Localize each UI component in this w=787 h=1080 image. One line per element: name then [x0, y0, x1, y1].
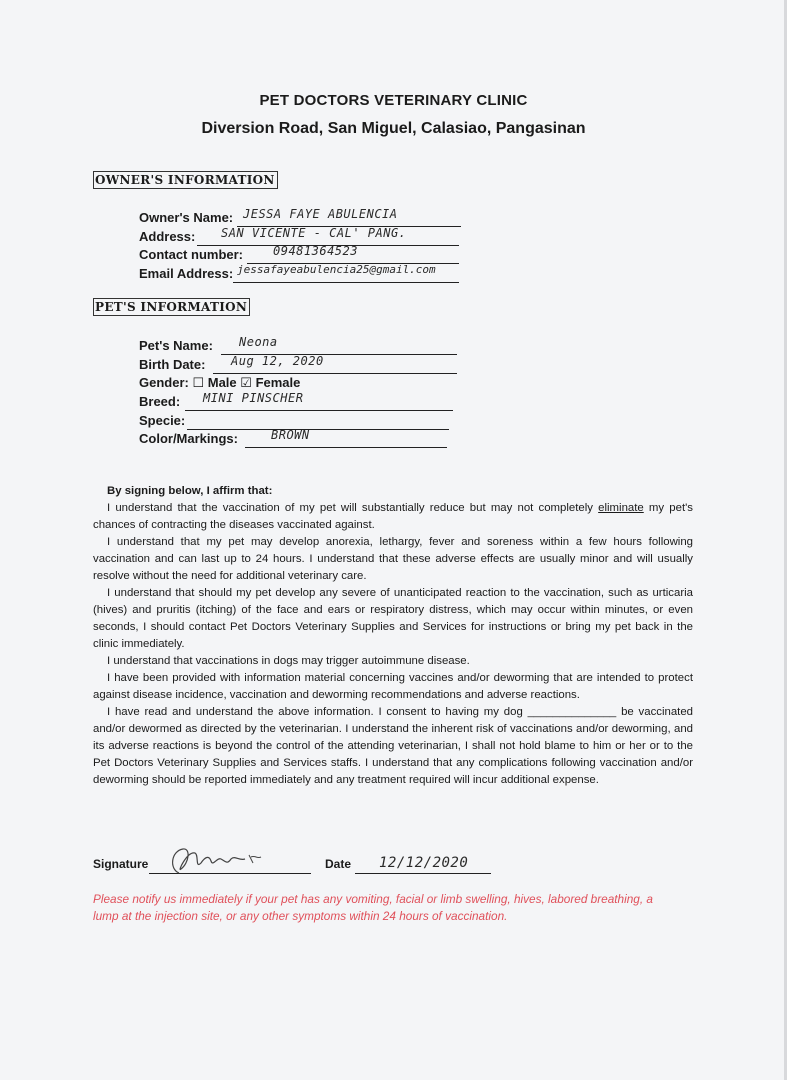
owner-section-heading: OWNER'S INFORMATION — [93, 171, 278, 189]
paragraph-1-start: I understand that the vaccination of my pet will substantially reduce but may not completely — [107, 502, 599, 514]
birth-date-label: Birth Date: — [139, 357, 206, 372]
affirmation-paragraph-5: I have been provided with information material concerning vaccines and/or deworming that are intended to protect against disease incidence, vaccination and deworming recommendations and adverse reactions. — [93, 672, 693, 701]
symptoms-notice: Please notify us immediately if your pet has any vomiting, facial or limb swelling, hives, labored breathing, a lump at the injection site, or any other symptoms within 24 hours of vaccination. — [93, 892, 653, 923]
breed-line — [185, 410, 453, 411]
owner-address-field[interactable] — [139, 226, 407, 244]
specie-label: Specie: — [139, 413, 186, 428]
specie-line — [187, 429, 449, 430]
owner-contact-value: 09481364523 — [273, 244, 358, 258]
affirmation-paragraph-3: I understand that should my pet develop any severe of unanticipated reaction to the vaccination, such as urticaria (hives) and pruritis (itching) of the face and ears or respiratory distress, which may occur within minutes, or even seconds, I should contact Pet Doctors Veterinary Supplies and Services for instructions or bring my pet back in the clinic immediately. — [93, 587, 693, 650]
date-line[interactable] — [355, 873, 491, 874]
owner-name-field[interactable] — [139, 207, 398, 225]
affirmation-paragraph-2: I understand that my pet may develop anorexia, lethargy, fever and soreness within a few hours following vaccination and can last up to 24 hours. I understand that these adverse effects are usually minor and will usually resolve without the need for additional veterinary care. — [93, 536, 693, 582]
female-label: Female — [255, 375, 301, 390]
date-value: 12/12/2020 — [379, 855, 469, 871]
affirmation-lead: By signing below, I affirm that: — [107, 485, 273, 497]
owner-contact-label: Contact number: — [139, 247, 243, 262]
specie-field[interactable] — [139, 413, 185, 428]
owner-name-value: JESSA FAYE ABULENCIA — [243, 207, 398, 221]
clinic-name: PET DOCTORS VETERINARY CLINIC — [259, 92, 528, 109]
breed-field[interactable] — [139, 391, 304, 409]
gender-field — [139, 375, 300, 391]
gender-label: Gender: — [139, 375, 189, 390]
owner-address-label: Address: — [139, 229, 196, 244]
clinic-address: Diversion Road, San Miguel, Calasiao, Pangasinan — [201, 120, 586, 137]
birth-date-field[interactable] — [139, 354, 324, 372]
male-label: Male — [207, 375, 237, 390]
owner-contact-field[interactable] — [139, 244, 358, 262]
pet-name-value: Neona — [239, 335, 278, 349]
female-checkbox[interactable]: ☑ — [240, 375, 252, 390]
pet-name-field[interactable] — [139, 335, 278, 353]
birth-date-value: Aug 12, 2020 — [231, 354, 324, 368]
owner-email-label: Email Address: — [139, 266, 234, 281]
signature-row — [93, 855, 469, 871]
pet-section-heading: PET'S INFORMATION — [93, 298, 250, 316]
owner-email-line — [233, 282, 459, 283]
paragraph-1-end: my pet's chances of contracting the diseases vaccinated against. — [93, 502, 693, 531]
owner-name-label: Owner's Name: — [139, 210, 234, 225]
color-label: Color/Markings: — [139, 431, 238, 446]
male-checkbox[interactable]: ☐ — [192, 375, 205, 390]
owner-email-value: jessafayeabulencia25@gmail.com — [237, 263, 436, 276]
breed-label: Breed: — [139, 394, 181, 409]
affirmation-block — [93, 483, 693, 789]
eliminate-word: eliminate — [598, 502, 644, 514]
signature-scribble — [165, 843, 285, 883]
owner-address-value: SAN VICENTE - CAL' PANG. — [221, 226, 407, 240]
color-line — [245, 447, 447, 448]
birth-date-line — [213, 373, 457, 374]
affirmation-paragraph-1 — [93, 500, 693, 534]
date-label: Date — [325, 857, 352, 871]
affirmation-paragraph-4: I understand that vaccinations in dogs may trigger autoimmune disease. — [107, 655, 470, 667]
signature-label: Signature — [93, 857, 149, 871]
affirmation-paragraph-6: I have read and understand the above information. I consent to having my dog ______________ be vaccinated and/or dewormed as directed by the veterinarian. I understand the inherent risk of vaccinations and/or deworming, and its adverse reactions is beyond the control of the attending veterinarian, I shall not hold blame to him or her or to the Pet Doctors Veterinary Supplies and Services staffs. I understand that any complications following vaccination and/or deworming should be reported immediately and any treatment required will incur additional expense. — [93, 706, 693, 786]
owner-email-field[interactable] — [139, 263, 436, 281]
color-value: BROWN — [271, 428, 310, 442]
color-field[interactable] — [139, 428, 310, 446]
breed-value: MINI PINSCHER — [203, 391, 304, 405]
pet-name-label: Pet's Name: — [139, 338, 213, 353]
